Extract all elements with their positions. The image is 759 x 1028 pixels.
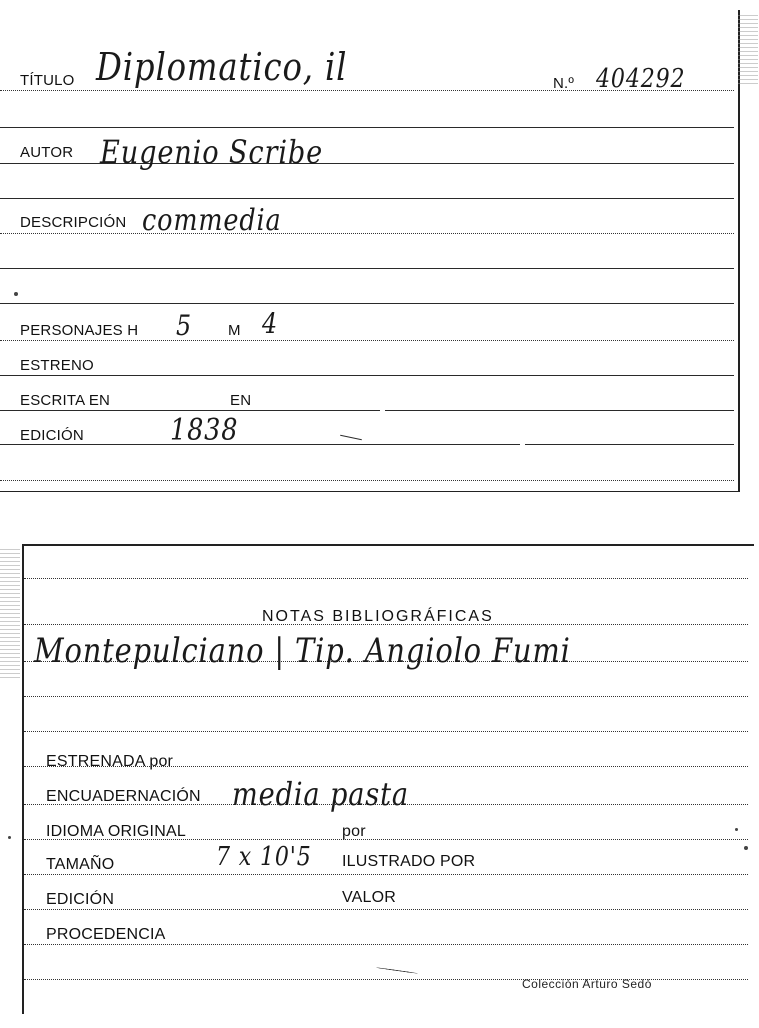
catalog-card-notes xyxy=(22,544,754,1014)
edicion-value: 1838 xyxy=(170,413,239,448)
rule-line xyxy=(24,578,748,579)
ilustrado-label: ILUSTRADO POR xyxy=(342,853,476,870)
edicion-label: EDICIÓN xyxy=(20,427,84,444)
personajes-m-value: 4 xyxy=(262,307,279,340)
rule-line xyxy=(0,410,380,411)
rule-line xyxy=(24,696,748,697)
titulo-value: Diplomatico, il xyxy=(96,45,348,89)
tamano-label: TAMAÑO xyxy=(46,856,115,873)
ink-speck xyxy=(744,846,748,850)
coleccion-footer: Colección Arturo Sedó xyxy=(522,977,652,991)
notas-value: Montepulciano | Tip. Angiolo Fumi xyxy=(34,631,571,671)
rule-line xyxy=(0,303,734,304)
scan-artifact xyxy=(738,14,758,84)
titulo-label: TÍTULO xyxy=(20,72,75,89)
rule-line xyxy=(0,375,734,376)
rule-line xyxy=(0,340,734,341)
valor-label: VALOR xyxy=(342,889,397,906)
escrita-en-label: ESCRITA EN xyxy=(20,392,111,409)
personajes-m-label: M xyxy=(228,322,241,339)
rule-line xyxy=(0,444,520,445)
ink-speck xyxy=(14,292,18,296)
idioma-label: IDIOMA ORIGINAL xyxy=(46,823,186,840)
numero-label: N.º xyxy=(553,75,575,92)
descripcion-label: DESCRIPCIÓN xyxy=(20,214,127,231)
rule-line xyxy=(0,268,734,269)
procedencia-label: PROCEDENCIA xyxy=(46,926,166,943)
rule-line xyxy=(385,410,734,411)
notas-heading: NOTAS BIBLIOGRÁFICAS xyxy=(262,608,494,625)
rule-line xyxy=(0,198,734,199)
rule-line xyxy=(525,444,734,445)
pen-stroke xyxy=(340,435,362,441)
pen-stroke xyxy=(376,967,418,974)
rule-line xyxy=(24,909,748,910)
scan-artifact xyxy=(0,548,20,678)
rule-line xyxy=(0,127,734,128)
rule-line xyxy=(24,874,748,875)
edicion-label: EDICIÓN xyxy=(46,891,115,908)
por-label: por xyxy=(342,823,366,840)
autor-label: AUTOR xyxy=(20,144,74,161)
personajes-label: PERSONAJES H xyxy=(20,322,139,339)
estrenada-label: ESTRENADA por xyxy=(46,753,174,770)
personajes-h-value: 5 xyxy=(176,309,193,342)
rule-line xyxy=(0,233,734,234)
estreno-label: ESTRENO xyxy=(20,357,94,374)
rule-line xyxy=(24,731,748,732)
ink-speck xyxy=(8,836,11,839)
en-label: EN xyxy=(230,392,252,409)
descripcion-value: commedia xyxy=(142,203,282,238)
catalog-card-main xyxy=(0,10,740,492)
encuadernacion-value: media pasta xyxy=(232,775,409,813)
ink-speck xyxy=(735,828,738,831)
encuadernacion-label: ENCUADERNACIÓN xyxy=(46,788,201,805)
rule-line xyxy=(0,480,734,481)
autor-value: Eugenio Scribe xyxy=(100,133,324,171)
numero-value: 404292 xyxy=(596,64,686,94)
tamano-value: 7 x 10'5 xyxy=(216,842,312,872)
rule-line xyxy=(24,944,748,945)
